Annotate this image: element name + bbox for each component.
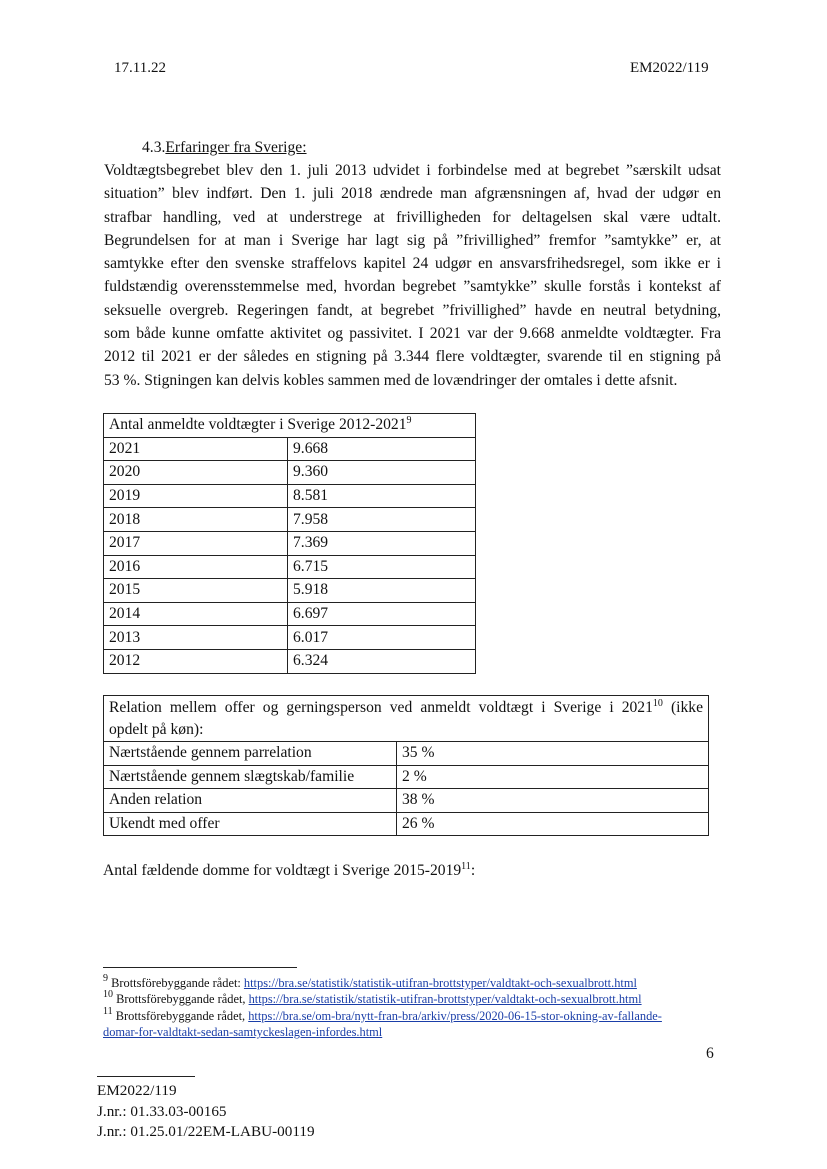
- footnote-link[interactable]: https://bra.se/statistik/statistik-utifran-brottstyper/valdtakt-och-sexualbrott.html: [248, 992, 642, 1007]
- percent-cell: 26 %: [397, 812, 709, 836]
- section-paragraph: [104, 159, 721, 392]
- count-cell: 7.369: [288, 531, 476, 555]
- year-cell: 2013: [104, 626, 288, 650]
- page-number: 6: [706, 1045, 714, 1062]
- table-title-line: [109, 697, 703, 719]
- footnote-ref: 9: [406, 415, 412, 427]
- section-number: 4.3.: [142, 139, 166, 156]
- year-cell: 2019: [104, 484, 288, 508]
- table-header-row: [104, 414, 476, 438]
- table-title-line: opdelt på køn):: [109, 720, 204, 738]
- relation-cell: Nærtstående gennem slægtskab/familie: [104, 765, 397, 789]
- percent-cell: 2 %: [397, 765, 709, 789]
- footer-reference: EM2022/119: [97, 1082, 177, 1099]
- paragraph-line: fuldstændig overensstemmelse med, hvordan begrebet ”samtykke” skulle forstås i kontekst af: [104, 278, 721, 296]
- footnote-separator: [103, 967, 297, 968]
- footnote-link[interactable]: https://bra.se/statistik/statistik-utifran-brottstyper/valdtakt-och-sexualbrott.html: [243, 976, 637, 990]
- table-row: [104, 461, 476, 485]
- paragraph-line: situation” blev indført. Den 1. juli 2018 ændrede man afgrænsningen af, hvad der udgør en: [104, 185, 721, 203]
- table-row: [104, 765, 709, 789]
- convictions-text: Antal fældende domme for voldtægt i Sverige 2015-2019: [103, 862, 462, 879]
- footnote-number: 10: [103, 989, 113, 1001]
- count-cell: 6.715: [288, 555, 476, 579]
- footnote-source: Brottsförebyggande rådet,: [115, 1008, 249, 1023]
- percent-cell: 35 %: [397, 742, 709, 766]
- footnote-number: 9: [103, 973, 108, 984]
- count-cell: 8.581: [288, 484, 476, 508]
- footer-journal-number-1: J.nr.: 01.33.03-00165: [97, 1102, 227, 1120]
- footnote-number: 11: [103, 1005, 113, 1017]
- table-row: [104, 602, 476, 626]
- year-cell: 2018: [104, 508, 288, 532]
- table-title-text: Antal anmeldte voldtægter i Sverige 2012-2021: [109, 416, 407, 434]
- table-title: [104, 414, 476, 438]
- year-cell: 2017: [104, 531, 288, 555]
- table-row: [104, 437, 476, 461]
- paragraph-line: 53 %. Stigningen kan delvis kobles sammen med de lovændringer der omtales i dette afsnit.: [104, 371, 678, 389]
- footnote-9: [103, 975, 723, 991]
- section-title: Erfaringer fra Sverige:: [165, 139, 307, 156]
- table-row: [104, 508, 476, 532]
- footnote-11: [103, 1005, 723, 1024]
- count-cell: 9.668: [288, 437, 476, 461]
- table-row: [104, 812, 709, 836]
- footer-journal-number-2: J.nr.: 01.25.01/22EM-LABU-00119: [97, 1123, 315, 1140]
- section-heading: [142, 136, 307, 159]
- footnote-link[interactable]: domar-for-valdtakt-sedan-samtyckeslagen-infordes.html: [103, 1025, 383, 1040]
- year-cell: 2020: [104, 461, 288, 485]
- table-title-text: (ikke: [662, 698, 703, 716]
- footnote-source: Brottsförebyggande rådet:: [111, 976, 244, 990]
- paragraph-line: Begrundelsen for at man i Sverige har lagt sig på ”frivillighed” fremfor ”samtykke” er, at: [104, 231, 721, 249]
- footer: [97, 1081, 315, 1143]
- table-row: [104, 649, 476, 673]
- table-header-row: [104, 696, 709, 742]
- paragraph-line: seksuelle overgreb. Regeringen fandt, at begrebet ”frivillighed” havde en neutral betydning,: [104, 301, 721, 319]
- table-row: [104, 626, 476, 650]
- footnote-ref: 10: [652, 697, 663, 709]
- year-cell: 2016: [104, 555, 288, 579]
- footnote-10: [103, 991, 723, 1007]
- table-row: [104, 484, 476, 508]
- relation-cell: Ukendt med offer: [104, 812, 397, 836]
- footnote-link[interactable]: https://bra.se/om-bra/nytt-fran-bra/arkiv/press/2020-06-15-stor-okning-av-fallande-: [248, 1008, 662, 1023]
- year-cell: 2014: [104, 602, 288, 626]
- table-row: [104, 531, 476, 555]
- count-cell: 9.360: [288, 461, 476, 485]
- footnote-11-continued: [103, 1024, 723, 1040]
- count-cell: 5.918: [288, 579, 476, 603]
- relation-cell: Nærtstående gennem parrelation: [104, 742, 397, 766]
- count-cell: 6.017: [288, 626, 476, 650]
- year-cell: 2021: [104, 437, 288, 461]
- paragraph-line: som både kunne omfatte aktivitet og passivitet. I 2021 var der 9.668 anmeldte voldtægter. Fra: [104, 325, 721, 343]
- table-row: [104, 579, 476, 603]
- paragraph-line: samtykke efter den svenske straffelovs kapitel 24 udgør en ansvarsfrihedsregel, som ikke er i: [104, 255, 721, 273]
- paragraph-line: Voldtægtsbegrebet blev den 1. juli 2013 udvidet i forbindelse med at begrebet ”særskilt udsat: [104, 162, 721, 179]
- footnote-ref: 11: [461, 861, 471, 872]
- year-cell: 2015: [104, 579, 288, 603]
- footer-separator: [97, 1076, 195, 1077]
- paragraph-line: strafbar handling, ved at understrege at frivilligheden for deltagelsen skal være udtalt.: [104, 208, 721, 226]
- table-row: [104, 555, 476, 579]
- convictions-heading: [103, 859, 475, 882]
- convictions-suffix: :: [470, 862, 476, 879]
- count-cell: 6.697: [288, 602, 476, 626]
- footnotes: [103, 975, 723, 1041]
- table-row: [104, 789, 709, 813]
- reported-rapes-table: [103, 413, 476, 674]
- table-row: [104, 742, 709, 766]
- percent-cell: 38 %: [397, 789, 709, 813]
- paragraph-line: 2012 til 2021 er der således en stigning på 3.344 flere voldtægter, svarende til en stigning på: [104, 348, 721, 366]
- header-date: 17.11.22: [114, 60, 166, 76]
- victim-relation-table: [103, 695, 709, 836]
- table-title: [104, 696, 709, 742]
- footnote-source: Brottsförebyggande rådet,: [116, 992, 249, 1007]
- count-cell: 7.958: [288, 508, 476, 532]
- relation-cell: Anden relation: [104, 789, 397, 813]
- header-reference: EM2022/119: [630, 60, 709, 76]
- count-cell: 6.324: [288, 649, 476, 673]
- year-cell: 2012: [104, 649, 288, 673]
- table-title-text: Relation mellem offer og gerningsperson ved anmeldt voldtægt i Sverige i 2021: [109, 698, 653, 716]
